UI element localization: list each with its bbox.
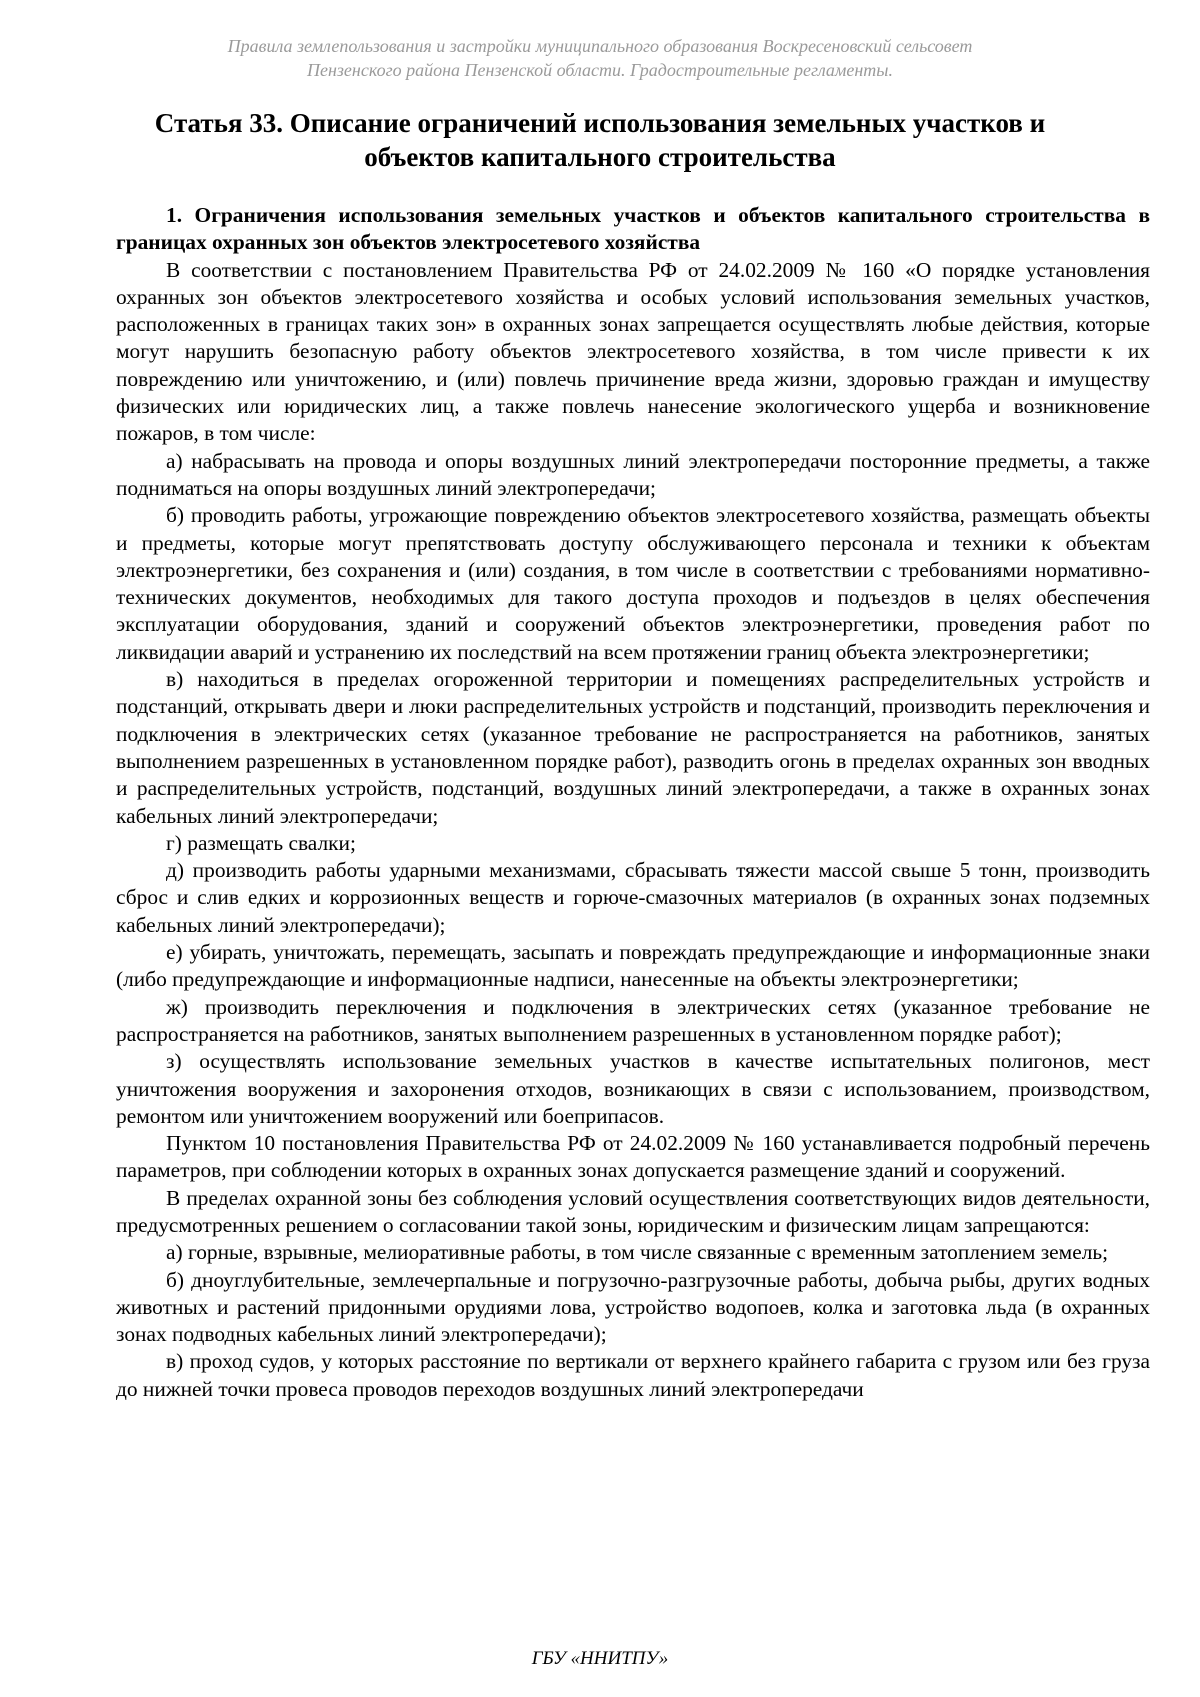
list-item: в) проход судов, у которых расстояние по вертикали от верхнего крайнего габарита с грузом или без груза до нижней точки провеса проводов переходов воздушных линий электропередачи [116, 1349, 1150, 1401]
list-item: б) проводить работы, угрожающие повреждению объектов электросетевого хозяйства, размещать объекты и предметы, которые могут препятствовать доступу обслуживающего персонала и техники к объектам электроэнергетики, без сохранения и (или) создания, в том числе в соответствии с требованиями нормативно-технических документов, необходимых для такого доступа проходов и подъездов в целях обеспечения эксплуатации оборудования, зданий и сооружений объектов электроэнергетики, проведения работ по ликвидации аварий и устранению их последствий на всем протяжении границ объекта электроэнергетики; [116, 503, 1150, 664]
list-item: а) набрасывать на провода и опоры воздушных линий электропередачи посторонние предметы, а также подниматься на опоры воздушных линий электропередачи; [116, 448, 1150, 500]
running-header [120, 34, 1080, 82]
page-footer: ГБУ «ННИТПУ» [531, 1648, 669, 1669]
list-item: ж) производить переключения и подключения в электрических сетях (указанное требование не распространяется на работников, занятых выполнением разрешенных в установленном порядке работ); [116, 994, 1150, 1046]
list-item: б) дноуглубительные, землечерпальные и погрузочно-разгрузочные работы, добыча рыбы, других водных животных и растений придонными орудиями лова, устройство водопоев, колка и заготовка льда (в охранных зонах подводных кабельных линий электропередачи); [116, 1267, 1150, 1347]
running-header-line-2: Пензенского района Пензенской области. Градостроительные регламенты. [306, 60, 893, 80]
list-item: з) осуществлять использование земельных участков в качестве испытательных полигонов, мест уничтожения вооружения и захоронения отходов, возникающих в связи с использованием, производством, ремонтом или уничтожением вооружений или боеприпасов. [116, 1049, 1150, 1128]
list-item: а) горные, взрывные, мелиоративные работы, в том числе связанные с временным затоплением земель; [166, 1240, 1109, 1265]
article-title-line-1: Статья 33. Описание ограничений использования земельных участков и [154, 108, 1046, 138]
paragraph: В пределах охранной зоны без соблюдения условий осуществления соответствующих видов деятельности, предусмотренных решением о согласовании такой зоны, юридическим и физическим лицам запрещаются: [116, 1185, 1150, 1237]
article-title [115, 106, 1085, 174]
article-title-line-2: объектов капитального строительства [364, 142, 836, 172]
article-body [116, 202, 1150, 1403]
list-item: в) находиться в пределах огороженной территории и помещениях распределительных устройств и подстанций, открывать двери и люки распределительных устройств и подстанций, производить переключения и подключения в электрических сетях (указанное требование не распространяется на работников, занятых выполнением разрешенных в установленном порядке работ), разводить огонь в пределах охранных зон вводных и распределительных устройств, подстанций, воздушных линий электропередачи, а также в охранных зонах кабельных линий электропередачи; [116, 667, 1150, 828]
paragraph: В соответствии с постановлением Правительства РФ от 24.02.2009 № 160 «О порядке установления охранных зон объектов электросетевого хозяйства и особых условий использования земельных участков, расположенных в границах таких зон» в охранных зонах запрещается осуществлять любые действия, которые могут нарушить безопасную работу объектов электросетевого хозяйства, в том числе привести к их повреждению или уничтожению, и (или) повлечь причинение вреда жизни, здоровью граждан и имуществу физических или юридических лиц, а также повлечь нанесение экологического ущерба и возникновение пожаров, в том числе: [116, 257, 1150, 446]
list-item: г) размещать свалки; [166, 830, 356, 855]
running-header-line-1: Правила землепользования и застройки муниципального образования Воскресеновский сельсовет [227, 36, 973, 56]
paragraph: Пунктом 10 постановления Правительства РФ от 24.02.2009 № 160 устанавливается подробный перечень параметров, при соблюдении которых в охранных зонах допускается размещение зданий и сооружений. [116, 1131, 1150, 1183]
list-item: е) убирать, уничтожать, перемещать, засыпать и повреждать предупреждающие и информационные знаки (либо предупреждающие и информационные надписи, нанесенные на объекты электроэнергетики; [116, 940, 1150, 992]
section-heading: 1. Ограничения использования земельных участков и объектов капитального строительства в границах охранных зон объектов электросетевого хозяйства [116, 203, 1150, 255]
list-item: д) производить работы ударными механизмами, сбрасывать тяжести массой свыше 5 тонн, производить сброс и слив едких и коррозионных веществ и горюче-смазочных материалов (в охранных зонах подземных кабельных линий электропередачи); [116, 858, 1150, 937]
